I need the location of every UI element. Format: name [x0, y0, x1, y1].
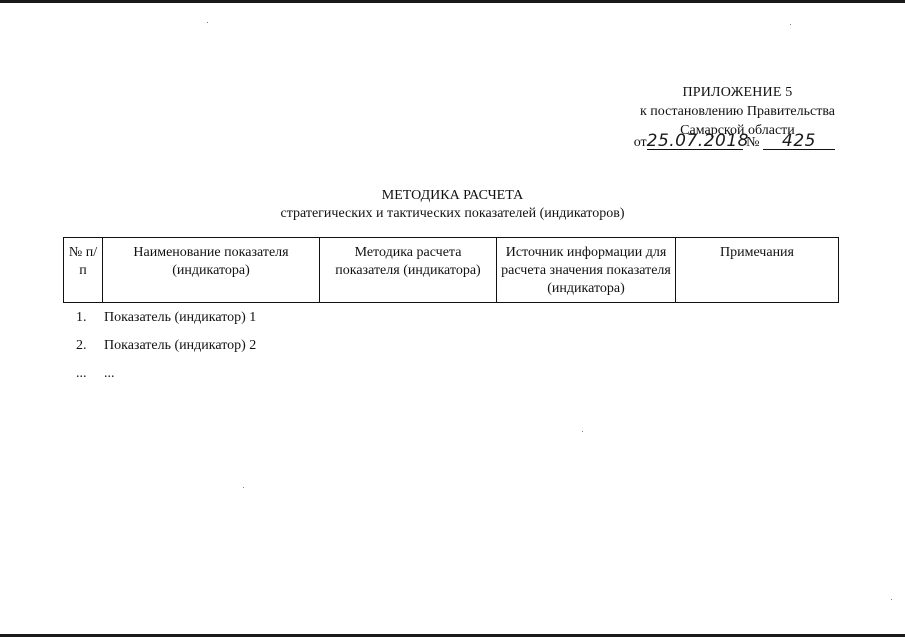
scan-edge-bottom [0, 634, 905, 637]
list-item-number: 2. [76, 338, 87, 353]
scan-speck [790, 24, 791, 25]
header-number: № п/п [64, 238, 103, 303]
scan-speck [207, 22, 208, 23]
list-item [76, 365, 256, 393]
resolution-date-number [634, 133, 835, 153]
header-indicator-name: Наименование показателя (индикатора) [103, 238, 320, 303]
document-title: МЕТОДИКА РАСЧЕТА [381, 188, 524, 203]
document-heading [0, 187, 905, 223]
list-item-text: Показатель (индикатор) 1 [104, 310, 257, 325]
list-item-text: ... [104, 366, 115, 381]
indicators-table [63, 237, 839, 303]
table-header-row [64, 238, 839, 303]
list-item [76, 337, 256, 365]
appendix-title: ПРИЛОЖЕНИЕ 5 [682, 85, 793, 100]
scan-speck [582, 431, 583, 432]
scan-speck [891, 599, 892, 600]
list-item-number: 1. [76, 310, 87, 325]
handwritten-number: 425 [763, 133, 835, 150]
header-calculation-method: Методика расчета показателя (индикатора) [320, 238, 497, 303]
scan-speck [243, 487, 244, 488]
list-item [76, 309, 256, 337]
appendix-line-1: к постановлению Правительства [639, 104, 835, 119]
list-item-number: ... [76, 366, 87, 381]
from-label: от [633, 135, 647, 150]
handwritten-date: 25.07.2018 [646, 131, 749, 151]
document-subtitle: стратегических и тактических показателей (индикаторов) [280, 206, 625, 221]
indicator-list [76, 309, 256, 393]
scan-edge-top [0, 0, 905, 3]
appendix-line-2: Самарской области [680, 123, 795, 138]
header-notes: Примечания [676, 238, 839, 303]
number-label: № [746, 135, 760, 150]
header-info-source: Источник информации для расчета значения показателя (индикатора) [497, 238, 676, 303]
list-item-text: Показатель (индикатор) 2 [104, 338, 257, 353]
